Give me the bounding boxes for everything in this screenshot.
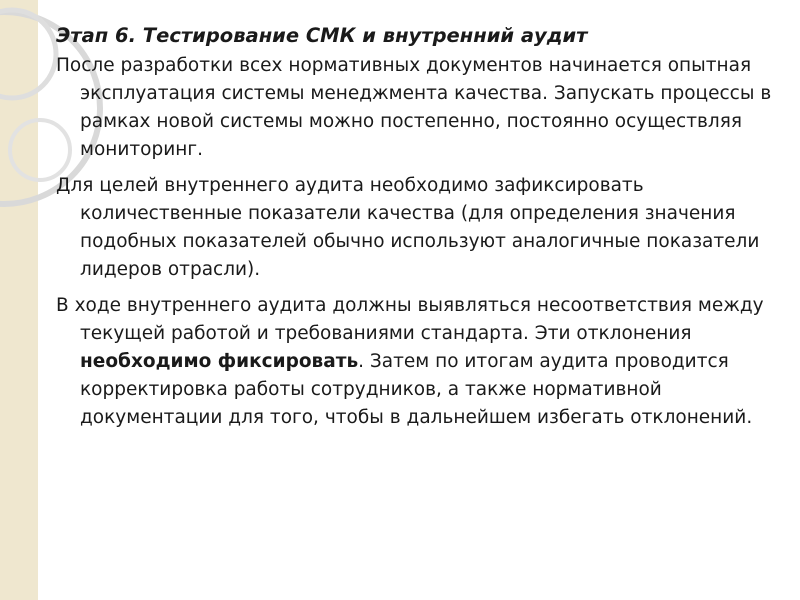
- paragraph-1: После разработки всех нормативных документов начинается опытная эксплуатация системы менеджмента качества. Запускать процессы в рамках новой системы можно постепенно, постоянно осуществляя мониторинг.: [56, 55, 772, 160]
- paragraph-3-start: В ходе внутреннего аудита должны выявляться несоответствия между текущей работой и требованиями стандарта. Эти отклонения: [56, 295, 764, 344]
- paragraph-3-bold: необходимо фиксировать: [80, 351, 359, 372]
- paragraph-2: Для целей внутреннего аудита необходимо зафиксировать количественные показатели качества (для определения значения подобных показателей обычно используют аналогичные показатели лидеров отрасли).: [56, 175, 760, 280]
- slide-title: Этап 6. Тестирование СМК и внутренний аудит: [56, 24, 588, 47]
- paragraph-3-end: . Затем по итогам аудита проводится корректировка работы сотрудников, а также нормативной документации для того, чтобы в дальнейшем избегать отклонений.: [80, 351, 753, 428]
- slide-content: [56, 22, 776, 440]
- paragraph-3: [56, 292, 776, 432]
